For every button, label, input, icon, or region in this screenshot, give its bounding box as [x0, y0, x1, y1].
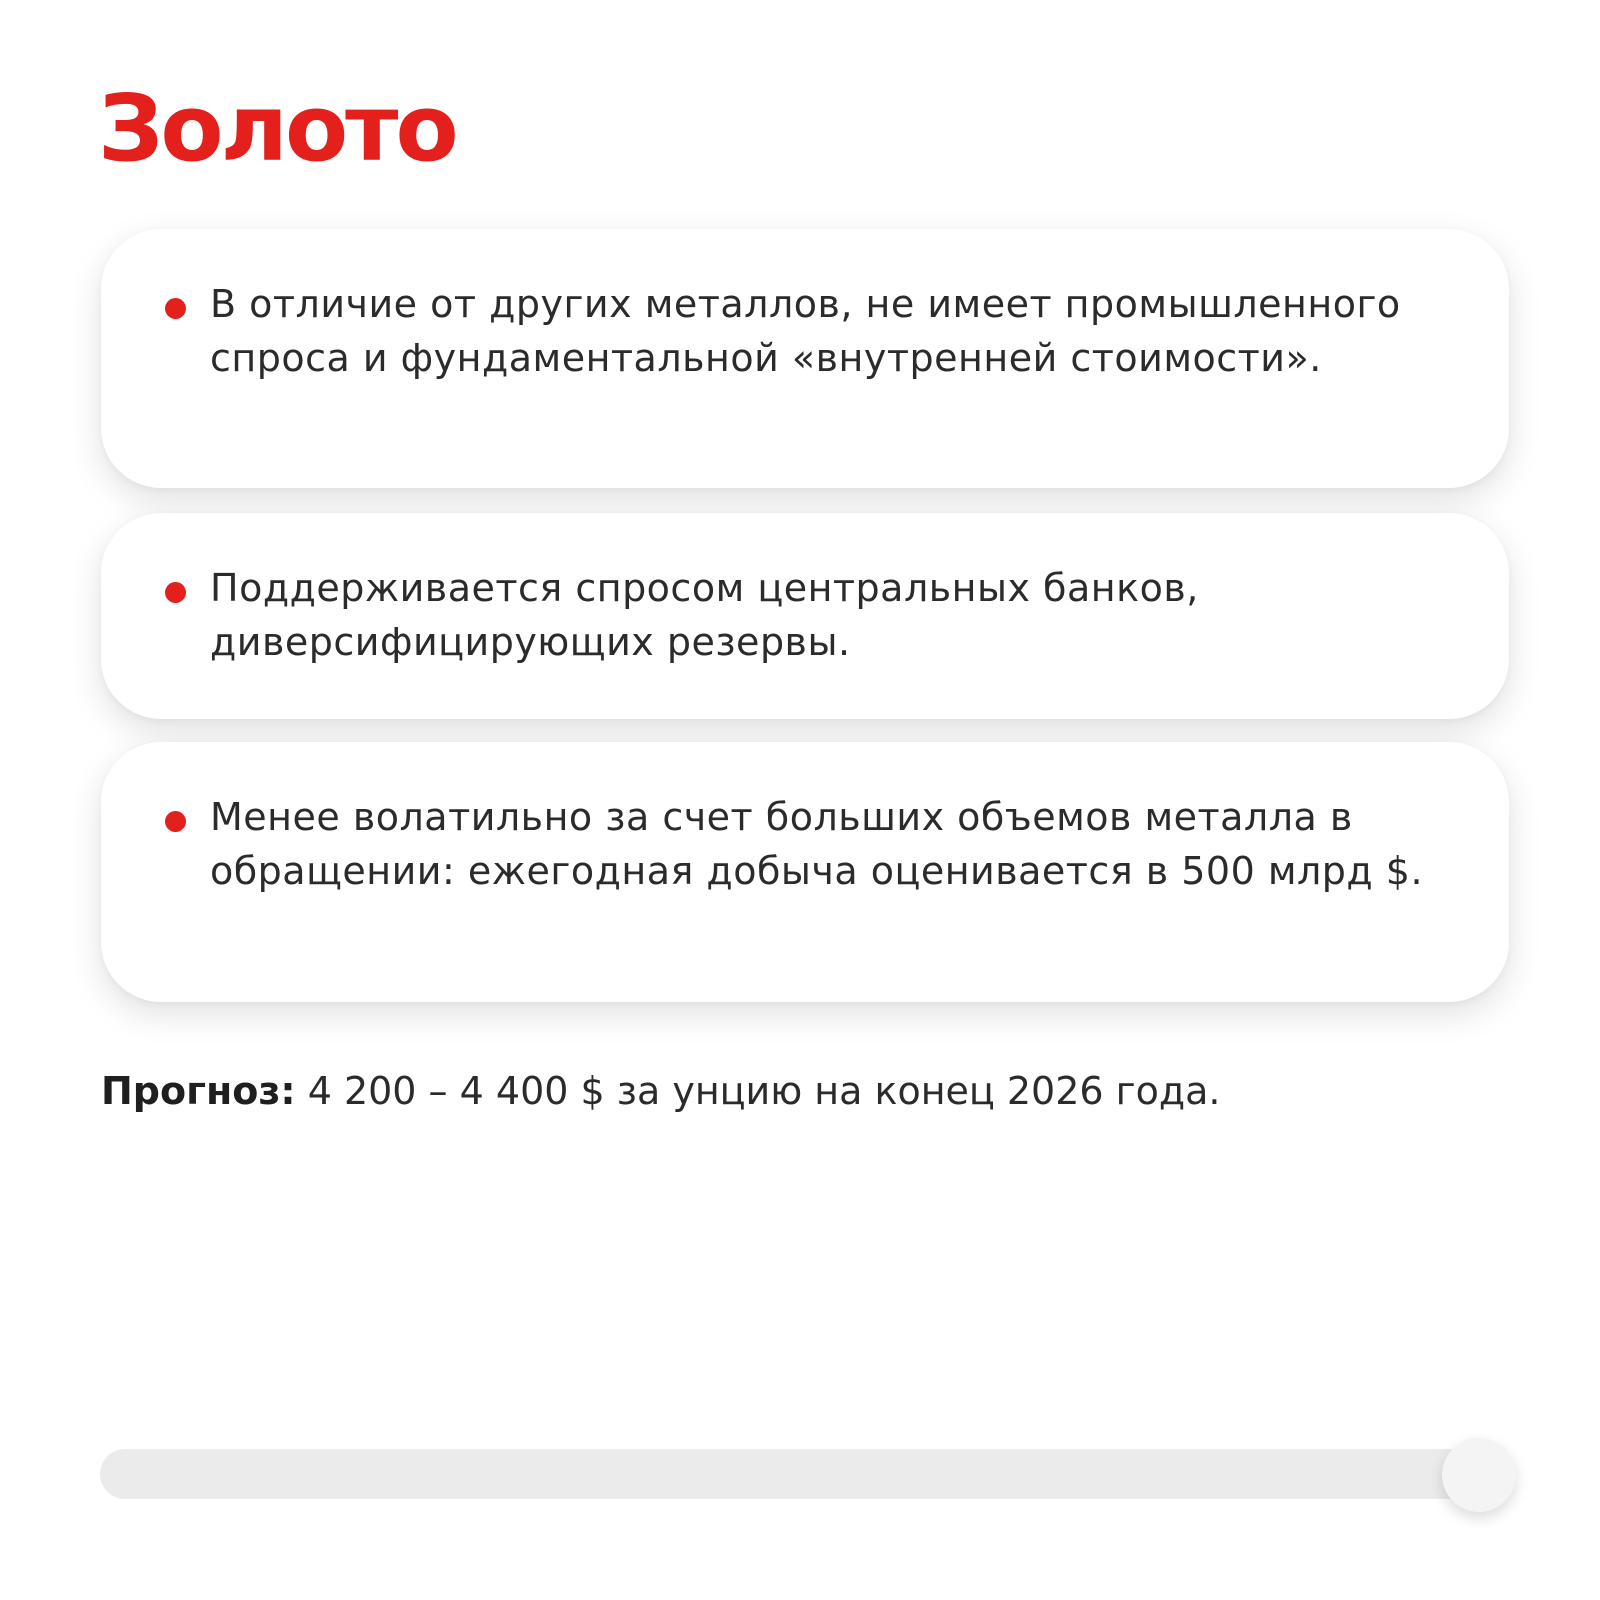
forecast-value: 4 200 – 4 400 $ за унцию на конец 2026 года. [295, 1069, 1221, 1113]
info-card-3 [101, 742, 1509, 1002]
card-text-1: В отличие от других металлов, не имеет промышленного спроса и фундаментальной «внутренней стоимости». [210, 282, 1401, 380]
card-text-3: Менее волатильно за счет больших объемов металла в обращении: ежегодная добыча оценивается в 500 млрд $. [210, 795, 1424, 893]
forecast-text [101, 1064, 1521, 1118]
bullet-dot-icon [165, 582, 186, 603]
progress-thumb[interactable] [1442, 1438, 1516, 1512]
forecast-label: Прогноз: [101, 1069, 296, 1113]
info-card-2 [101, 513, 1509, 719]
page-title: Золото [98, 75, 456, 182]
progress-track[interactable] [100, 1449, 1510, 1499]
bullet-dot-icon [165, 811, 186, 832]
card-text-2: Поддерживается спросом центральных банков, диверсифицирующих резервы. [210, 566, 1199, 664]
info-card-1 [101, 229, 1509, 488]
bullet-dot-icon [165, 298, 186, 319]
